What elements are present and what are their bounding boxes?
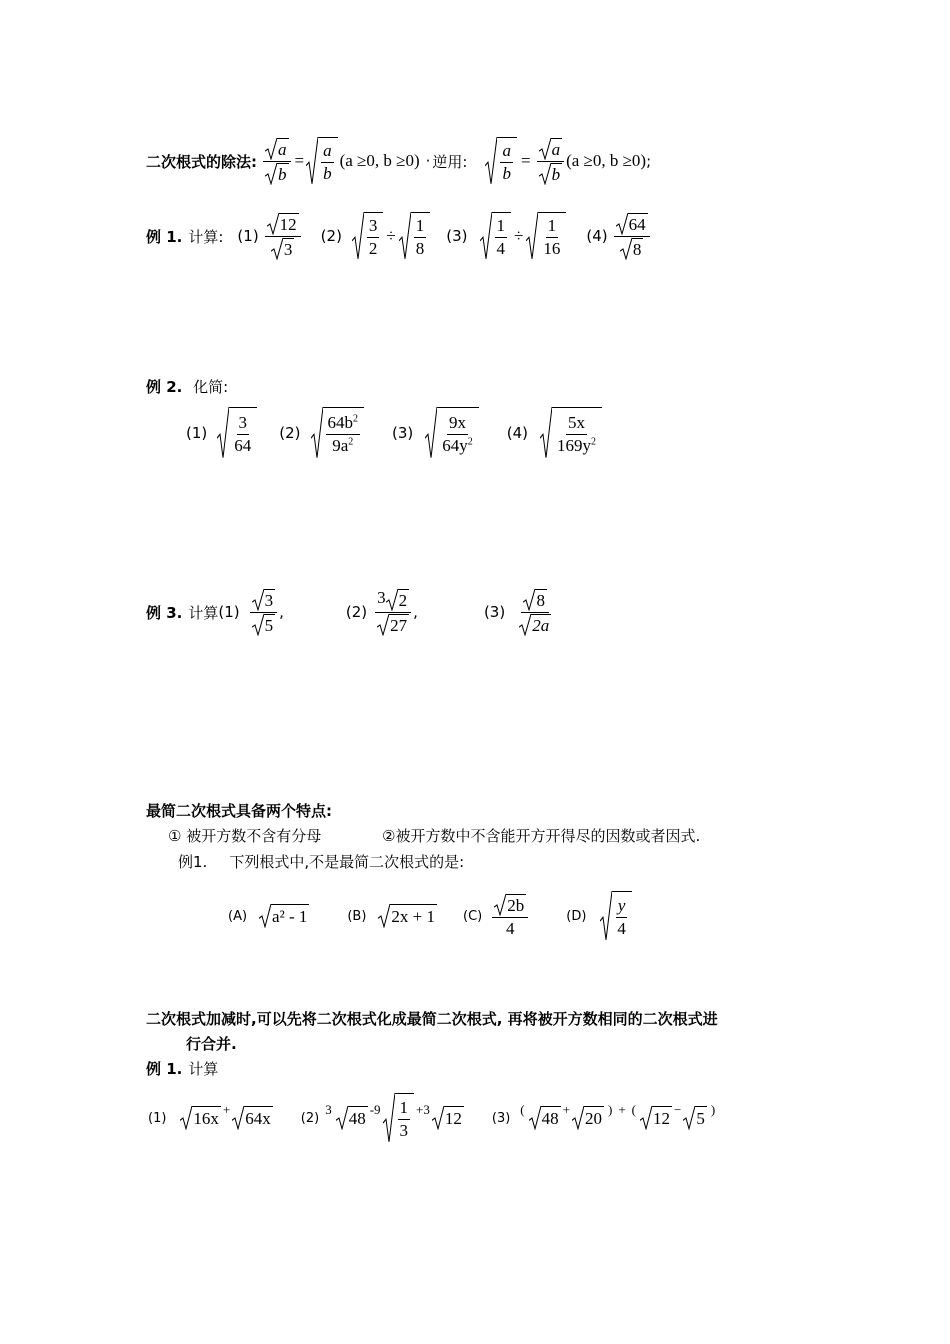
example2-label: 例 2. (146, 378, 183, 396)
addsub-items: (1) 16x + 64x (2) 3 48 -9 $\frac{1}{3}$ +3 12 (3) ( 48 + 20 ) + ( 12 − 5 ) (148, 1088, 715, 1148)
ex1-item1: $\frac{12}{3}$ (265, 212, 301, 259)
example2-header (146, 376, 228, 397)
reverse-label: 逆用: (432, 152, 468, 171)
simplest-options: (A) a² - 1 (B) 2x + 1 (C) $\frac{2b}{4}$ (D) $\frac{y}{4}$ (228, 890, 632, 942)
addsub-item3: ( 48 + 20 ) + ( 12 − 5 ) (520, 1102, 716, 1128)
example2-items: (1) $\frac{3}{64}$ (2) $\frac{64b^2}{9a^2}$ (3) $\frac{9x}{64y^2}$ (4) $\frac{5x}{169y^2}$ (186, 404, 602, 462)
option-a: a² - 1 (259, 904, 309, 928)
addsub-item2: 3 48 -9 $\frac{1}{3}$ +3 12 (325, 1093, 464, 1143)
example1-task: 计算: (188, 227, 224, 246)
rule-lhs: $\frac{a}{b}$ (261, 137, 293, 184)
simplest-point2: ②被开方数中不含能开方开得尽的因数或者因式. (382, 827, 701, 845)
rule-condition: (a ≥0, b ≥0) (339, 151, 420, 170)
reverse-lhs: $\frac{a}{b}$ (485, 137, 517, 185)
example3-label: 例 3. (146, 603, 183, 622)
division-rule: 二次根式的除法: $\frac{a}{b}$ = $\frac{a}{b}$ (a ≥0, b ≥0) · 逆用: $\frac{a}{b}$ = $\frac{a}{b}$ (a ≥0, b ≥0) ; (146, 133, 651, 189)
rule-rhs: $\frac{a}{b}$ (306, 137, 338, 185)
ex3-item2: 3 2 27 (375, 588, 411, 635)
addsub-rule-line1: 二次根式加减时,可以先将二次根式化成最简二次根式, 再将被开方数相同的二次根式进 (146, 1010, 718, 1028)
option-b: 2x + 1 (378, 904, 437, 928)
example3-task: 计算 (188, 603, 219, 622)
ex1-item4: $\frac{64}{8}$ (614, 212, 650, 259)
addsub-rule-line2: 行合并. (186, 1035, 237, 1053)
simplest-title: 最简二次根式具备两个特点: (146, 802, 332, 820)
ex1-item2: $\frac{3}{2}$ ÷ $\frac{1}{8}$ (352, 212, 430, 260)
simplest-example: 例1. 下列根式中,不是最简二次根式的是: (178, 853, 465, 871)
ex2-item2: $\frac{64b^2}{9a^2}$ (311, 407, 365, 459)
option-d: $\frac{y}{4}$ (600, 891, 632, 941)
option-c: $\frac{2b}{4}$ (492, 893, 528, 938)
example1: 例 1. 计算: (1) $\frac{12}{3}$ (2) $\frac{3}{2}$ ÷ $\frac{1}{8}$ (3) $\frac{1}{4}$ ÷ $\frac{1}{16}$ (4) $\frac{64}{8}$ (146, 208, 652, 264)
ex3-item1: $\frac{3}{5}$ (250, 588, 278, 635)
division-rule-title: 二次根式的除法: (146, 152, 257, 171)
example1-label: 例 1. (146, 227, 183, 246)
ex2-item1: $\frac{3}{64}$ (217, 407, 257, 459)
ex2-item4: $\frac{5x}{169y^2}$ (540, 407, 602, 459)
ex1-item3: $\frac{1}{4}$ ÷ $\frac{1}{16}$ (480, 212, 567, 260)
addsub-item1: 16x + 64x (180, 1106, 272, 1130)
example3: 例 3. 计算 (1) $\frac{3}{5}$ , (2) 3 2 27 , (3) $\frac{8}{2a}$ (146, 584, 555, 640)
ex3-item3: $\frac{8}{2a}$ (517, 588, 553, 635)
ex2-item3: $\frac{9x}{64y^2}$ (425, 407, 479, 459)
example2-task: 化简: (193, 378, 229, 396)
reverse-condition: (a ≥0, b ≥0) (566, 151, 647, 170)
reverse-rhs: $\frac{a}{b}$ (535, 137, 567, 184)
addsub-example: 例 1. 计算 (146, 1060, 219, 1078)
simplest-point1: ① 被开方数不含有分母 (168, 827, 322, 845)
